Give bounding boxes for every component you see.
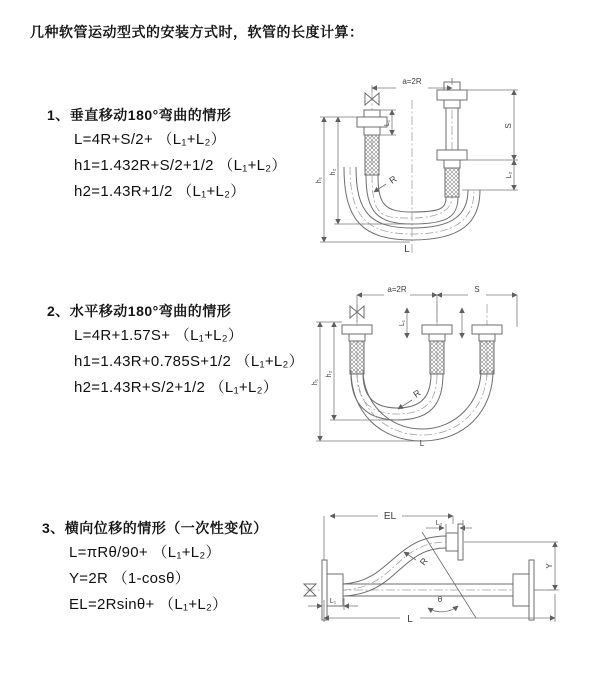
right-flange [513,560,534,620]
section-3-heading: 3、横向位移的情形（一次性变位） [42,520,268,536]
section-lateral-displacement [42,518,268,618]
dim-label-s: S [474,285,480,294]
dim-label-l2: L₂ [506,171,513,179]
formula-h1: h1=1.43R+0.785S+1/2 （L₁+L₂） [74,353,304,370]
section-horizontal-bend [47,301,304,401]
section-1-heading: 1、垂直移动180°弯曲的情形 [47,107,232,123]
dim-label-s: S [504,123,513,129]
formula-L: L=4R+1.57S+ （L₁+L₂） [74,327,244,344]
dim-label-h1: h₁ [312,378,319,386]
left-braided-hose [365,135,379,175]
dim-label-h2: h₂ [330,168,337,176]
formula-h2: h2=1.43R+1/2 （L₁+L₂） [74,183,246,200]
length-label: L [404,244,410,255]
dim-label-a2r: a=2R [387,285,407,294]
diagram-lateral-displacement [300,502,600,660]
formula-L: L=4R+S/2+ （L₁+L₂） [74,131,226,148]
dim-label-l1: L₁ [329,598,337,605]
angle-label: θ [437,595,443,604]
formula-h2: h2=1.43R+S/2+1/2 （L₁+L₂） [74,379,279,396]
braided-hoses [350,341,494,374]
left-flange [322,560,343,620]
dim-label-h1: h₁ [316,176,323,184]
radius-label: R [387,173,399,186]
dim-label-l2: L₂ [435,520,443,527]
dim-label-l1: L₁ [399,319,406,327]
right-fittings [437,82,467,168]
dimension-lines [320,78,518,242]
formula-Y: Y=2R （1-cosθ） [69,570,191,587]
formula-h1: h1=1.432R+S/2+1/2 （L₁+L₂） [74,157,287,174]
section-2-heading: 2、水平移动180°弯曲的情形 [47,303,232,319]
formula-EL: EL=2Rsinθ+ （L₁+L₂） [69,596,228,613]
dim-label-h2: h₂ [326,370,333,378]
radius-label: R [411,387,423,400]
dim-label-l1: L₁ [384,119,391,127]
fittings [342,325,502,341]
page-title: 几种软管运动型式的安装方式时，软管的长度计算： [30,24,364,40]
angle-construction [404,532,476,618]
diagram-vertical-180-bend [312,72,582,268]
dim-label-y: Y [545,563,554,569]
length-label: L [419,439,425,448]
section-vertical-bend [47,105,287,205]
dim-label-a2r: a=2R [402,77,422,86]
right-braided-hose [445,168,459,197]
dim-label-l: L [407,614,413,625]
radius-label: R [417,555,430,568]
diagram-horizontal-180-bend [310,282,590,448]
centerlines [357,304,487,378]
hose-curves [351,370,493,441]
formula-L: L=πRθ/90+ （L₁+L₂） [69,544,221,561]
dim-label-el: EL [383,511,397,522]
upper-flange [446,524,463,560]
left-fitting [357,110,387,135]
